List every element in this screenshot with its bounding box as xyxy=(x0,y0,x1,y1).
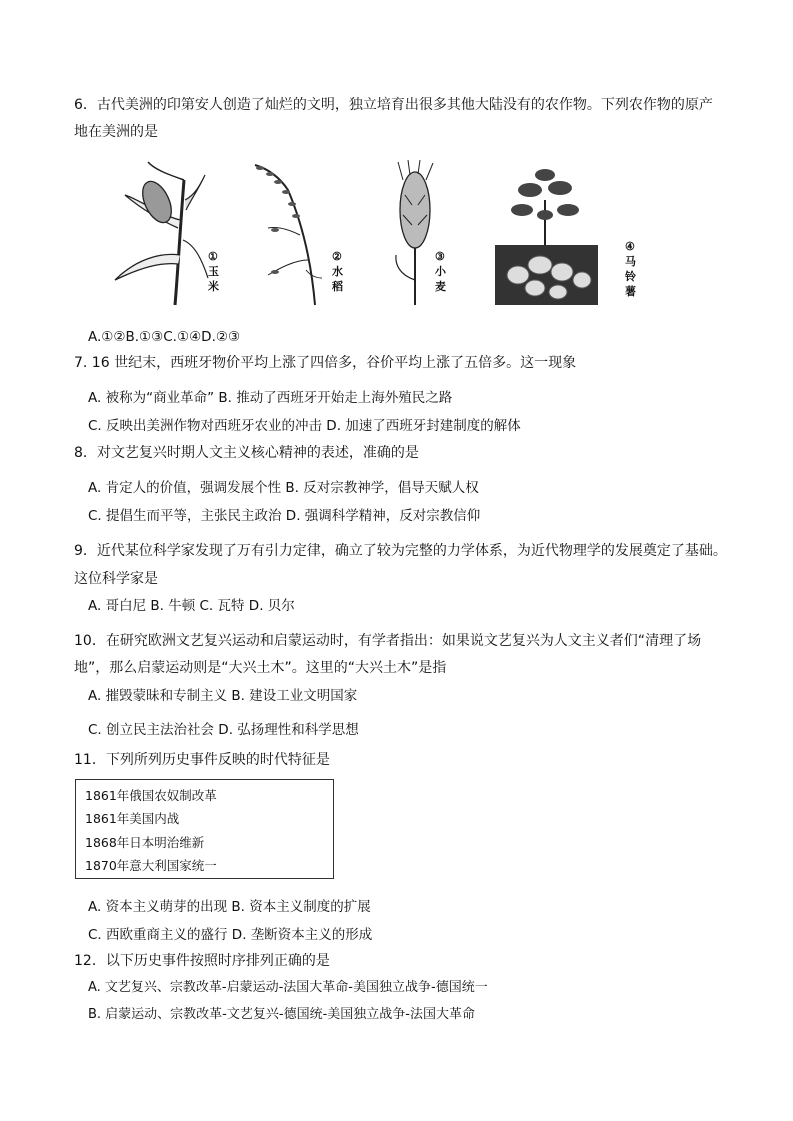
q8-stem: 8．对文艺复兴时期人文主义核心精神的表述，准确的是 xyxy=(74,445,419,461)
q6-stem-line1: 6．古代美洲的印第安人创造了灿烂的文明，独立培育出很多其他大陆没有的农作物。下列农作物的原产 xyxy=(74,97,713,113)
q10-options-cd: C. 创立民主法治社会 D. 弘扬理性和科学思想 xyxy=(88,722,359,738)
q9-stem-line2: 这位科学家是 xyxy=(74,571,158,587)
q10-options-ab: A. 摧毁蒙昧和专制主义 B. 建设工业文明国家 xyxy=(88,688,358,704)
q10-stem-line2: 地”，那么启蒙运动则是“大兴土木”。这里的“大兴土木”是指 xyxy=(74,660,447,676)
figure-label-2-c2: 稻 xyxy=(332,280,343,293)
figure-label-1-num: ① xyxy=(208,250,218,263)
q9-stem-line1: 9．近代某位科学家发现了万有引力定律，确立了较为完整的力学体系，为近代物理学的发展奠定了基础。 xyxy=(74,543,727,559)
q12-option-b: B. 启蒙运动、宗教改革-文艺复兴-德国统-美国独立战争-法国大革命 xyxy=(88,1007,475,1022)
q8-options-ab: A. 肯定人的价值，强调发展个性 B. 反对宗教神学，倡导天赋人权 xyxy=(88,480,479,496)
q7-stem: 7. 16 世纪末，西班牙物价平均上涨了四倍多，谷价平均上涨了五倍多。这一现象 xyxy=(74,355,577,371)
wheat-figure xyxy=(396,160,433,305)
figure-label-3-num: ③ xyxy=(435,250,445,263)
figure-label-2-num: ② xyxy=(332,250,342,263)
event-item: 1870年意大利国家统一 xyxy=(85,858,217,873)
rice-figure xyxy=(255,165,322,305)
figure-label-3-c1: 小 xyxy=(435,265,446,278)
crop-illustrations xyxy=(100,160,650,310)
q10-stem-line1: 10．在研究欧洲文艺复兴运动和启蒙运动时，有学者指出：如果说文艺复兴为人文主义者们“清理了场 xyxy=(74,633,702,649)
q11-options-ab: A. 资本主义萌芽的出现 B. 资本主义制度的扩展 xyxy=(88,899,371,915)
q8-options-cd: C. 提倡生而平等，主张民主政治 D. 强调科学精神，反对宗教信仰 xyxy=(88,508,481,524)
figure-label-1-c2: 米 xyxy=(208,280,219,293)
figure-label-4-num: ④ xyxy=(625,240,635,253)
figure-label-2-c1: 水 xyxy=(332,265,343,278)
q6-options: A.①②B.①③C.①④D.②③ xyxy=(88,329,241,345)
q6-stem-line2: 地在美洲的是 xyxy=(74,124,158,140)
event-item: 1868年日本明治维新 xyxy=(85,835,205,850)
corn-figure xyxy=(115,162,208,305)
q11-events-box xyxy=(75,779,334,879)
event-item: 1861年俄国农奴制改革 xyxy=(85,788,217,803)
q12-option-a: A. 文艺复兴、宗教改革-启蒙运动-法国大革命-美国独立战争-德国统一 xyxy=(88,980,488,995)
q7-options-cd: C. 反映出美洲作物对西班牙农业的冲击 D. 加速了西班牙封建制度的解体 xyxy=(88,418,521,434)
figure-label-4-c1: 马 xyxy=(625,255,636,268)
q7-options-ab: A. 被称为“商业革命” B. 推动了西班牙开始走上海外殖民之路 xyxy=(88,390,453,406)
figure-label-4-c3: 薯 xyxy=(625,285,636,298)
q11-stem: 11．下列所列历史事件反映的时代特征是 xyxy=(74,752,330,768)
figure-label-3-c2: 麦 xyxy=(435,280,446,293)
figure-label-4-c2: 铃 xyxy=(625,270,636,283)
figure-label-1-c1: 玉 xyxy=(208,265,219,278)
q9-options: A. 哥白尼 B. 牛顿 C. 瓦特 D. 贝尔 xyxy=(88,598,295,614)
q12-stem: 12．以下历史事件按照时序排列正确的是 xyxy=(74,953,330,969)
q11-options-cd: C. 西欧重商主义的盛行 D. 垄断资本主义的形成 xyxy=(88,927,373,943)
event-item: 1861年美国内战 xyxy=(85,811,180,826)
